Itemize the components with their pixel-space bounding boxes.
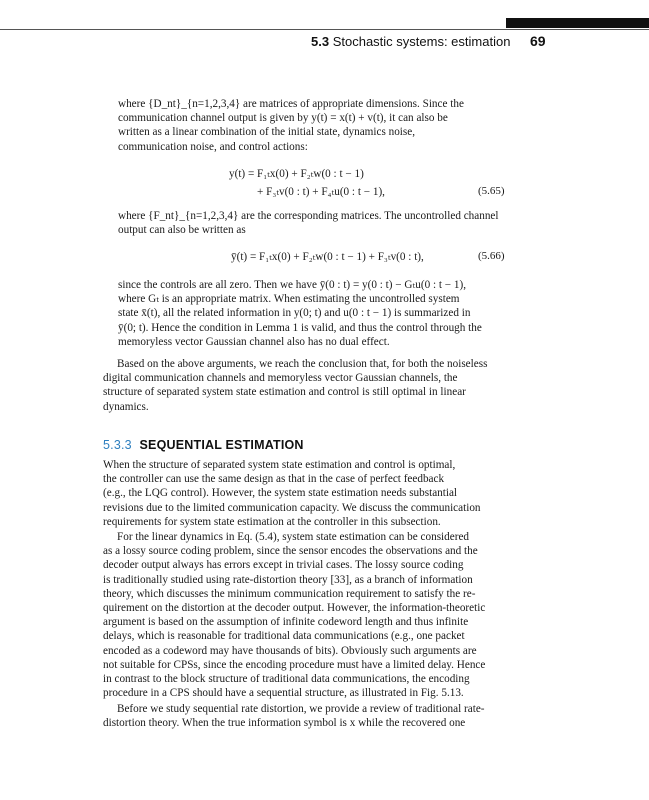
page-number: 69	[530, 33, 546, 49]
section-heading	[103, 438, 304, 452]
text-line: where Gₜ is an appropriate matrix. When estimating the uncontrolled system	[118, 293, 460, 306]
text-line: where {D_nt}_{n=1,2,3,4} are matrices of appropriate dimensions. Since the	[118, 98, 464, 110]
equation-5-65-line2: + F₃ₜv(0 : t) + F₄ₜu(0 : t − 1),	[257, 186, 385, 198]
text-line: communication channel output is given by y(t) = x(t) + v(t), it can also be	[118, 112, 448, 125]
text-line: the controller can use the same design as that in the case of perfect feedback	[103, 473, 445, 486]
text-line: (e.g., the LQG control). However, the system state estimation needs substantial	[103, 487, 458, 500]
running-head-section-number: 5.3	[311, 34, 330, 49]
text-line: as a lossy source coding problem, since the sensor encodes the observations and the	[103, 545, 478, 558]
paragraph-controls-zero	[118, 278, 506, 349]
text-line: digital communication channels and memoryless vector Gaussian channels, the	[103, 372, 458, 385]
text-line: procedure in a CPS should have a sequential structure, as illustrated in Fig. 5.13.	[103, 687, 464, 700]
text-line: since the controls are all zero. Then we have ȳ(0 : t) = y(0 : t) − Gₜu(0 : t − 1),	[118, 279, 466, 291]
text-line: Based on the above arguments, we reach the conclusion that, for both the noiseless	[117, 358, 488, 370]
text-line: distortion theory. When the true information symbol is x while the recovered one	[103, 717, 466, 730]
text-line: quirement on the distortion at the decoder output. However, the information-theoretic	[103, 602, 486, 615]
paragraph-rate-distortion-review	[103, 702, 506, 730]
text-line: communication noise, and control actions:	[118, 140, 308, 153]
text-line: theory, which discusses the minimum communication requirement to satisfy the re-	[103, 587, 476, 600]
paragraph-structure-optimal	[103, 458, 506, 529]
section-title: SEQUENTIAL ESTIMATION	[139, 438, 304, 452]
text-line: decoder output always has errors except in trivial cases. The lossy source coding	[103, 559, 464, 572]
text-line: argument is based on the assumption of infinite codeword length and thus infinite	[103, 616, 469, 629]
paragraph-uncontrolled-output	[118, 209, 506, 237]
paragraph-lossy-source-coding	[103, 530, 506, 700]
paragraph-matrices-intro	[118, 97, 506, 154]
text-line: not suitable for CPSs, since the encoding procedure must have a limited delay. Hence	[103, 658, 486, 671]
running-head-title: Stochastic systems: estimation	[332, 34, 511, 49]
text-line: requirements for system state estimation at the controller in this subsection.	[103, 515, 441, 528]
text-line: written as a linear combination of the initial state, dynamics noise,	[118, 126, 416, 139]
text-line: When the structure of separated system state estimation and control is optimal,	[103, 459, 456, 471]
paragraph-conclusion	[103, 357, 506, 414]
text-line: dynamics.	[103, 400, 149, 413]
equation-5-65-line1: y(t) = F₁ₜx(0) + F₂ₜw(0 : t − 1)	[229, 168, 364, 180]
text-line: ȳ(0; t). Hence the condition in Lemma 1 is valid, and thus the control through the	[118, 321, 482, 334]
text-line: output can also be written as	[118, 224, 246, 237]
text-line: where {F_nt}_{n=1,2,3,4} are the corresponding matrices. The uncontrolled channel	[118, 210, 499, 222]
text-line: delays, which is reasonable for traditional data communications (e.g., one packet	[103, 630, 465, 643]
running-head	[311, 34, 510, 49]
equation-number-5-66: (5.66)	[478, 250, 505, 262]
text-line: in contrast to the block structure of traditional data communications, the encoding	[103, 673, 470, 686]
text-line: is traditionally studied using rate-distortion theory [33], as a branch of information	[103, 573, 473, 586]
equation-5-66: ȳ(t) = F₁ₜx(0) + F₂ₜw(0 : t − 1) + F₃ₜv(0 : t),	[231, 251, 424, 263]
text-line: Before we study sequential rate distortion, we provide a review of traditional rate-	[117, 703, 485, 715]
section-number: 5.3.3	[103, 438, 132, 452]
text-line: For the linear dynamics in Eq. (5.4), system state estimation can be considered	[117, 531, 470, 543]
text-line: revisions due to the limited communication capacity. We discuss the communication	[103, 501, 481, 514]
text-line: memoryless vector Gaussian channel also has no dual effect.	[118, 335, 390, 348]
header-bar	[506, 18, 649, 28]
text-line: state x̄(t), all the related information in y(0; t) and u(0 : t − 1) is summarized in	[118, 307, 471, 320]
header-rule	[0, 29, 649, 30]
text-line: encoded as a codeword may have thousands of bits). Obviously such arguments are	[103, 644, 477, 657]
text-line: structure of separated system state estimation and control is still optimal in linear	[103, 386, 466, 399]
equation-number-5-65: (5.65)	[478, 185, 505, 197]
